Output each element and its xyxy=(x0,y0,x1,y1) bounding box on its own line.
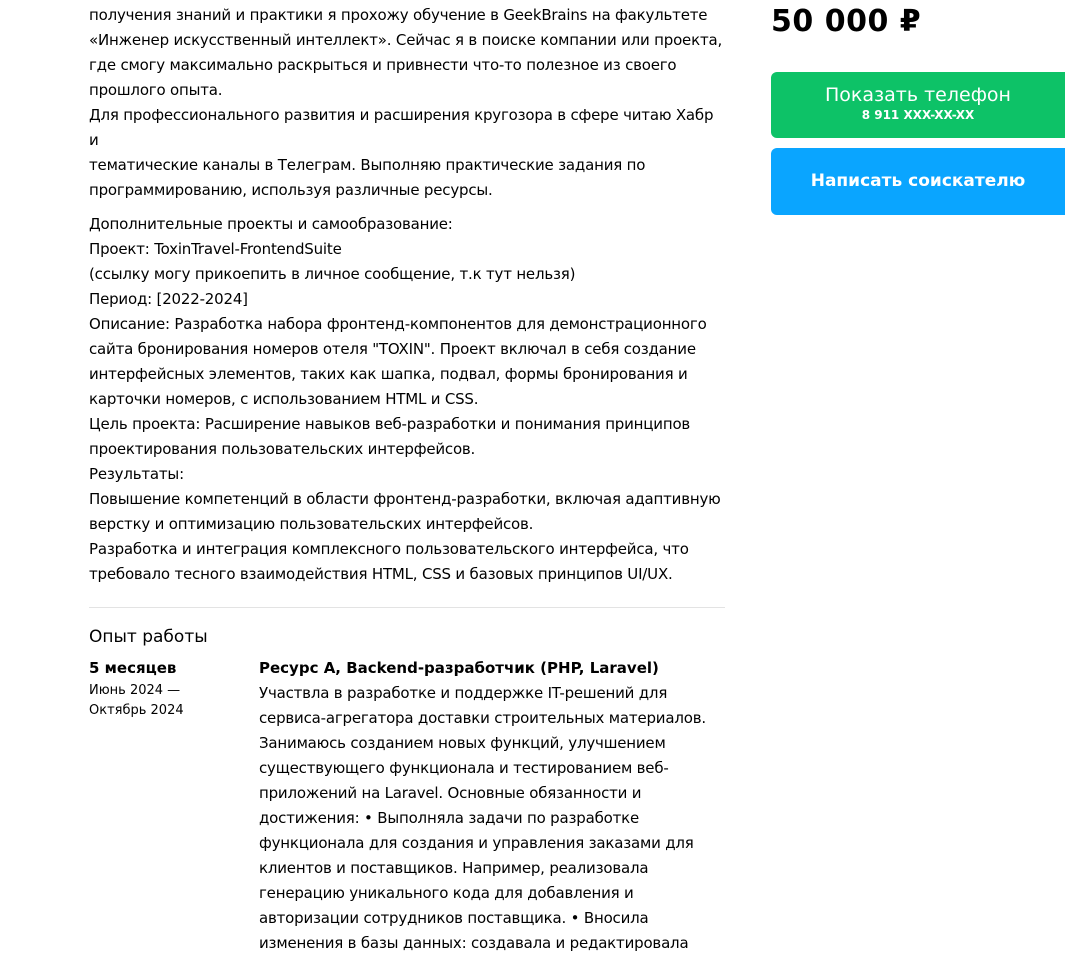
experience-period-start: Июнь 2024 — xyxy=(89,683,181,698)
experience-description-line: приложений на Laravel. Основные обязанности и xyxy=(259,784,642,802)
resume-sidebar xyxy=(771,0,1065,191)
experience-position-title: Ресурс А, Backend-разработчик (PHP, Laravel) xyxy=(259,659,659,677)
salary-value: 50 000 ₽ xyxy=(771,4,922,39)
show-phone-button[interactable] xyxy=(771,72,1065,138)
about-line: проектирования пользовательских интерфейсов. xyxy=(89,440,476,458)
about-line: Описание: Разработка набора фронтенд-компонентов для демонстрационного xyxy=(89,315,707,333)
experience-description-line: Занимаюсь созданием новых функций, улучшением xyxy=(259,734,666,752)
about-line: «Инженер искусственный интеллект». Сейчас я в поиске компании или проекта, xyxy=(89,31,723,49)
about-line: Результаты: xyxy=(89,465,184,483)
about-line: прошлого опыта. xyxy=(89,81,223,99)
about-line: Разработка и интеграция комплексного пользовательского интерфейса, что xyxy=(89,540,689,558)
about-line: Период: [2022-2024] xyxy=(89,290,248,308)
about-line: получения знаний и практики я прохожу обучение в GeekBrains на факультете xyxy=(89,6,708,24)
show-phone-label: Показать телефон xyxy=(825,84,1011,106)
experience-item xyxy=(89,656,725,956)
experience-description-line: изменения в базы данных: создавала и редактировала xyxy=(259,934,689,952)
about-line: программированию, используя различные ресурсы. xyxy=(89,181,493,199)
experience-section xyxy=(89,625,725,956)
about-line: верстку и оптимизацию пользовательских интерфейсов. xyxy=(89,515,534,533)
experience-description-line: Участвла в разработке и поддержке IT-решений для xyxy=(259,684,668,702)
experience-item-body xyxy=(259,656,725,956)
resume-main-column xyxy=(89,3,725,956)
experience-description-line: сервиса-агрегатора доставки строительных материалов. xyxy=(259,709,706,727)
experience-description-line: генерацию уникального кода для добавления и xyxy=(259,884,634,902)
about-line: требовало тесного взаимодействия HTML, CSS и базовых принципов UI/UX. xyxy=(89,565,673,583)
experience-description-line: достижения: • Выполняла задачи по разработке xyxy=(259,809,640,827)
experience-description-line: клиентов и поставщиков. Например, реализовала xyxy=(259,859,649,877)
experience-section-title: Опыт работы xyxy=(89,627,208,647)
phone-number-masked: 8 911 XXX-XX-XX xyxy=(861,108,975,122)
about-line: карточки номеров, с использованием HTML и CSS. xyxy=(89,390,479,408)
about-line: Для профессионального развития и расширения кругозора в сфере читаю Хабр и xyxy=(89,106,714,149)
about-line: (ссылку могу прикоепить в личное сообщение, т.к тут нельзя) xyxy=(89,265,576,283)
about-line: Проект: ToxinTravel-FrontendSuite xyxy=(89,240,342,258)
experience-description-line: функционала для создания и управления заказами для xyxy=(259,834,694,852)
about-section xyxy=(89,3,725,587)
about-line: интерфейсных элементов, таких как шапка, подвал, формы бронирования и xyxy=(89,365,688,383)
about-line: Повышение компетенций в области фронтенд-разработки, включая адаптивную xyxy=(89,490,721,508)
experience-item-meta xyxy=(89,656,259,956)
section-divider xyxy=(89,607,725,608)
about-line: Цель проекта: Расширение навыков веб-разработки и понимания принципов xyxy=(89,415,691,433)
message-applicant-button[interactable]: Написать соискателю xyxy=(771,148,1065,215)
about-line: тематические каналы в Телеграм. Выполняю практические задания по xyxy=(89,156,646,174)
about-line: Дополнительные проекты и самообразование: xyxy=(89,215,453,233)
experience-description-line: существующего функционала и тестированием веб- xyxy=(259,759,669,777)
about-line: сайта бронирования номеров отеля "TOXIN". Проект включал в себя создание xyxy=(89,340,696,358)
experience-duration: 5 месяцев xyxy=(89,659,177,677)
experience-period-end: Октябрь 2024 xyxy=(89,703,184,718)
experience-description-line: авторизации сотрудников поставщика. • Вносила xyxy=(259,909,649,927)
about-line: где смогу максимально раскрыться и привнести что-то полезное из своего xyxy=(89,56,677,74)
